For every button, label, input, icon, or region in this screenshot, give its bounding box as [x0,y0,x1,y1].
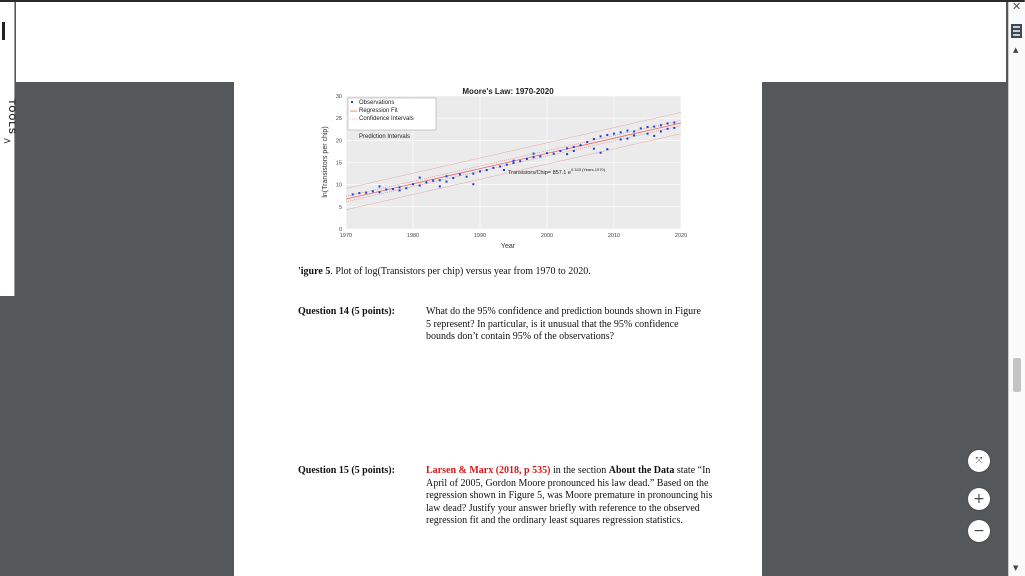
legend-regression-fit: Regression Fit [359,108,398,114]
observation-point [419,185,421,187]
observation-point [573,150,575,152]
fit-equation-text: Transistors/Chip= 857.1 e [508,170,571,176]
observation-point [479,170,481,172]
sidebar-handle[interactable] [2,22,5,40]
y-tick-label: 0 [338,227,342,233]
observation-point [633,134,635,136]
observation-point [566,147,568,149]
chart-title: Moore's Law: 1970-2020 [462,87,554,96]
observation-point [533,156,535,158]
x-tick-label: 2020 [674,233,688,239]
observation-point [606,134,608,136]
observation-point [499,165,501,167]
observation-point [526,158,528,160]
question-15-text-a: in the section [550,465,609,476]
x-tick-label: 2010 [607,233,621,239]
question-14-text: What do the 95% confidence and prediction bounds shown in Figure 5 represent? In particular, is it unusual that the 95% confidence bounds don’t contain 95% of the observations? [426,306,701,343]
observation-point [419,177,421,179]
reference-citation: Larsen & Marx (2018, p 535) [426,465,551,476]
observation-point [633,130,635,132]
question-14-label: Question 14 (5 points): [298,306,395,317]
observation-point [379,185,381,187]
observation-point [606,148,608,150]
observation-point [600,152,602,154]
chevron-right-icon[interactable]: > [3,136,12,147]
figure-caption-text: . Plot of log(Transistors per chip) versus year from 1970 to 2020. [330,266,591,277]
observation-point [580,144,582,146]
zoom-in-button[interactable]: + [968,488,990,510]
observation-point [653,126,655,128]
observation-point [392,188,394,190]
y-tick-label: 20 [335,138,342,145]
observation-point [667,128,669,130]
observation-point [626,130,628,132]
observation-point [653,135,655,137]
scrollbar-thumb[interactable] [1013,358,1021,392]
legend-observations: Observations [359,100,395,106]
header-area [16,2,1006,82]
observation-point [446,175,448,177]
figure-caption [298,266,591,277]
section-name: About the Data [608,465,675,476]
observation-point [586,141,588,143]
observation-point [559,150,561,152]
observation-point [647,126,649,128]
observation-point [358,192,360,194]
observation-point [472,183,474,185]
y-tick-label: 25 [335,116,342,123]
observation-point [412,183,414,185]
observation-point [432,180,434,182]
observation-point [492,167,494,169]
observation-point [513,160,515,162]
observation-point [546,152,548,154]
observation-point [539,155,541,157]
observation-point [533,153,535,155]
legend-observation-marker [351,101,353,103]
observation-point [439,179,441,181]
observation-point [660,130,662,132]
x-tick-label: 2000 [540,233,554,239]
figure-caption-number: 'igure 5 [298,266,331,277]
y-tick-label: 5 [338,204,342,211]
fit-equation-exponent: 0.343 (Years-1970) [570,167,606,172]
zoom-out-button[interactable]: − [968,520,990,542]
menu-grip-icon[interactable] [1011,24,1022,38]
observation-point [593,148,595,150]
observation-point [620,138,622,140]
y-tick-label: 15 [335,160,342,167]
observation-point [466,176,468,178]
question-15-text-b: state “In April of 2005, Gordon Moore pronounced his law dead.” Based on the regression shown in Figure 5, was Moore premature in pronouncing his law dead? Justify your answer briefly with reference to the observed regression fit and the ordinary least squares regression statistics. [426,465,713,527]
observation-point [613,133,615,135]
annotation-marker [503,169,505,171]
observation-point [446,181,448,183]
observation-point [640,127,642,129]
observation-point [352,193,354,195]
observation-point [439,185,441,187]
observation-point [660,124,662,126]
observation-point [626,138,628,140]
observation-point [553,153,555,155]
observation-point [486,169,488,171]
observation-point [379,191,381,193]
observation-point [425,181,427,183]
x-axis-label: Year [500,243,516,250]
scroll-down-icon[interactable]: ▼ [1013,564,1019,572]
observation-point [667,122,669,124]
scroll-up-icon[interactable]: ▲ [1013,46,1019,54]
observation-point [405,187,407,189]
legend-prediction-intervals: Prediction Intervals [359,134,411,140]
observation-point [519,160,521,162]
observation-point [647,133,649,135]
y-tick-label: 30 [335,94,342,100]
moores-law-chart [318,86,688,252]
vertical-scrollbar[interactable] [1008,2,1025,576]
x-tick-label: 1970 [339,233,353,239]
x-tick-label: 1980 [406,233,420,239]
observation-point [600,135,602,137]
tools-sidebar[interactable] [0,2,15,296]
observation-point [513,162,515,164]
observation-point [459,173,461,175]
observation-point [399,189,401,191]
observation-point [372,190,374,192]
observation-point [472,173,474,175]
close-icon[interactable]: ✕ [1012,0,1022,13]
legend-confidence-intervals: Confidence Intervals [359,116,414,122]
x-tick-label: 1990 [473,233,487,239]
observation-point [385,189,387,191]
observation-point [593,138,595,140]
question-15-label: Question 15 (5 points): [298,465,395,476]
observation-point [673,122,675,124]
question-15-text [426,465,722,528]
fit-page-button[interactable]: ⤧ [968,450,990,472]
observation-point [673,127,675,129]
y-axis-label: ln(Transistors per chip) [322,126,329,198]
observation-point [573,146,575,148]
observation-point [506,164,508,166]
observation-point [620,131,622,133]
tools-label[interactable]: TOOLS [6,99,17,135]
observation-point [365,192,367,194]
observation-point [452,177,454,179]
observation-point [399,186,401,188]
y-tick-label: 10 [335,182,342,189]
observation-point [566,153,568,155]
